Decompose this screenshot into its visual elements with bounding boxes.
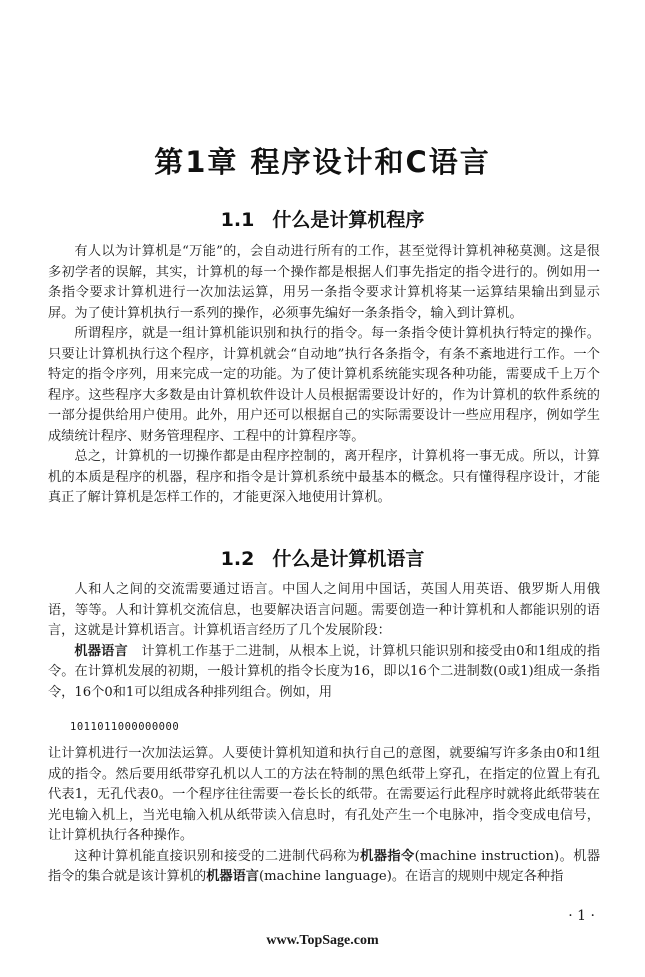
paragraph: 有人以为计算机是“万能”的，会自动进行所有的工作，甚至觉得计算机神秘莫测。这是很多初学者的误解，其实，计算机的每一个操作都是根据人们事先指定的指令进行的。例如用一条指令要求计算机进行一次加法运算，用另一条指令要求计算机将某一运算结果输出到显示屏。为了使计算机执行一系列的操作，必须事先编好一条条指令，输入到计算机。	[48, 244, 600, 321]
paragraph-text: 计算机工作基于二进制，从根本上说，计算机只能识别和接受由0和1组成的指令。在计算机发展的初期，一般计算机的指令长度为16，即以16个二进制数(0或1)组成一条指令，16个0和1可以组成各种排列组合。例如，用	[48, 643, 601, 700]
section-number: 1.2	[220, 548, 255, 570]
footer-url: www.TopSage.com	[266, 933, 379, 948]
paragraph-text: 这种计算机能直接识别和接受的二进制代码称为	[74, 848, 361, 864]
section-1-2-body-continued	[48, 744, 600, 888]
section-1-2-body	[48, 580, 600, 703]
paragraph-text: (machine language)。在语言的规则中规定各种指	[259, 869, 564, 884]
chapter-title: 第1章 程序设计和C语言	[154, 145, 491, 179]
section-title-text: 什么是计算机程序	[272, 209, 425, 231]
section-title-text: 什么是计算机语言	[272, 548, 425, 570]
page-number: · 1 ·	[568, 908, 595, 924]
section-number: 1.1	[220, 209, 255, 231]
term-machine-language: 机器语言	[206, 869, 259, 884]
paragraph: 人和人之间的交流需要通过语言。中国人之间用中国话，英国人用英语、俄罗斯人用俄语，等等。人和计算机交流信息，也要解决语言问题。需要创造一种计算机和人都能识别的语言，这就是计算机语言。计算机语言经历了几个发展阶段：	[48, 582, 600, 638]
paragraph-text: (machine instruction)。机器指令的集合就是该计算机的	[48, 848, 601, 884]
paragraph: 所谓程序，就是一组计算机能识别和执行的指令。每一条指令使计算机执行特定的操作。只要让计算机执行这个程序，计算机就会“自动地”执行各条指令，有条不紊地进行工作。一个特定的指令序列，用来完成一定的功能。为了使计算机系统能实现各种功能，需要成千上万个程序。这些程序大多数是由计算机软件设计人员根据需要设计好的，作为计算机的软件系统的一部分提供给用户使用。此外，用户还可以根据自己的实际需要设计一些应用程序，例如学生成绩统计程序、财务管理程序、工程中的计算程序等。	[48, 326, 600, 444]
paragraph: 总之，计算机的一切操作都是由程序控制的，离开程序，计算机将一事无成。所以，计算机的本质是程序的机器，程序和指令是计算机系统中最基本的概念。只有懂得程序设计，才能真正了解计算机是怎样工作的，才能更深入地使用计算机。	[48, 449, 600, 505]
section-heading-1-2	[0, 544, 645, 571]
paragraph-machine-language	[48, 642, 600, 704]
term-machine-language: 机器语言	[74, 643, 128, 659]
section-heading-1-1	[0, 205, 645, 232]
section-1-1-body	[48, 242, 600, 509]
term-machine-instruction: 机器指令	[360, 848, 415, 864]
paragraph: 让计算机进行一次加法运算。人要使计算机知道和执行自己的意图，就要编写许多条由0和1组成的指令。然后要用纸带穿孔机以人工的方法在特制的黑色纸带上穿孔，在指定的位置上有孔代表1，无孔代表0。一个程序往往需要一卷长长的纸带。在需要运行此程序时就将此纸带装在光电输入机上，当光电输入机从纸带读入信息时，有孔处产生一个电脉冲，指令变成电信号，让计算机执行各种操作。	[48, 746, 600, 843]
paragraph-machine-instruction	[48, 847, 600, 888]
binary-instruction-example: 1011011000000000	[70, 721, 180, 733]
